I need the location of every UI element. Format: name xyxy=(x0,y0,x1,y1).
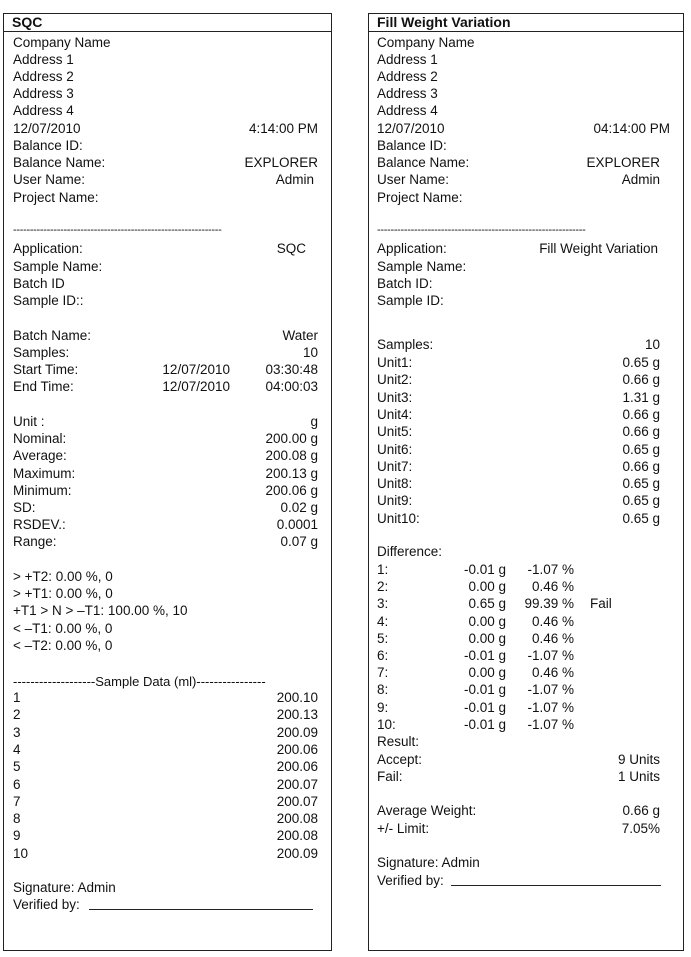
sample-value: 200.07 xyxy=(276,776,318,792)
batch-id-label: Batch ID xyxy=(13,276,65,291)
unit-value: 0.66 g xyxy=(622,458,660,474)
stat-label: Nominal: xyxy=(13,431,67,447)
difference-percent: 0.46 % xyxy=(531,613,574,629)
difference-index: 10: xyxy=(377,716,396,732)
address-line-3: Address 3 xyxy=(377,86,438,101)
start-date-value: 12/07/2010 xyxy=(162,362,230,377)
unit-label: Unit10: xyxy=(377,510,420,526)
samples-label: Samples: xyxy=(377,337,434,352)
stat-label: Range: xyxy=(13,534,57,550)
stat-value: 200.13 g xyxy=(265,465,318,481)
sample-index: 2 xyxy=(13,707,21,723)
difference-label: Difference: xyxy=(377,544,443,559)
sample-index: 9 xyxy=(13,828,21,844)
unit-value: 0.65 g xyxy=(622,355,660,370)
unit-value: 0.65 g xyxy=(622,476,660,492)
sqc-report-title: SQC xyxy=(4,14,331,32)
sample-value: 200.06 xyxy=(276,741,318,757)
sample-index: 10 xyxy=(13,845,29,861)
address-line-4: Address 4 xyxy=(377,103,438,118)
average-weight-label: Average Weight: xyxy=(377,803,477,818)
signature: Signature: Admin xyxy=(377,855,480,870)
sample-name-label: Sample Name: xyxy=(13,259,103,274)
difference-index: 9: xyxy=(377,699,389,715)
balance-name-value: EXPLORER xyxy=(586,155,660,170)
balance-id-label: Balance ID: xyxy=(377,138,447,153)
difference-index: 1: xyxy=(377,562,389,577)
company-name: Company Name xyxy=(13,35,111,50)
sample-value: 200.07 xyxy=(276,793,318,809)
fail-label: Fail: xyxy=(377,769,403,784)
stat-value: 0.0001 xyxy=(276,517,318,533)
sample-data-header: -------------------Sample Data (ml)---------------- xyxy=(13,674,266,689)
unit-label: Unit3: xyxy=(377,389,413,405)
difference-index: 2: xyxy=(377,579,389,595)
difference-percent: -1.07 % xyxy=(527,716,574,732)
samples-value: 10 xyxy=(644,337,660,352)
address-line-2: Address 2 xyxy=(13,69,74,84)
verified-by-signature-line xyxy=(451,885,661,886)
balance-name-label: Balance Name: xyxy=(13,155,106,170)
samples-label: Samples: xyxy=(13,345,70,360)
unit-value: 0.66 g xyxy=(622,372,660,388)
difference-percent: -1.07 % xyxy=(527,682,574,698)
sample-index: 8 xyxy=(13,811,21,827)
sample-index: 5 xyxy=(13,759,21,775)
sample-index: 6 xyxy=(13,776,21,792)
difference-fail-flag: Fail xyxy=(590,596,612,612)
accept-value: 9 Units xyxy=(617,752,660,767)
user-name-value: Admin xyxy=(621,172,660,187)
result-label: Result: xyxy=(377,734,420,749)
stat-value: 200.00 g xyxy=(265,431,318,447)
difference-index: 7: xyxy=(377,665,389,681)
balance-name-value: EXPLORER xyxy=(244,155,318,170)
separator-line: -------------------------------------------------------------- xyxy=(13,224,222,236)
report-time: 4:14:00 PM xyxy=(248,121,318,136)
unit-label: Unit2: xyxy=(377,372,413,388)
address-line-2: Address 2 xyxy=(377,69,438,84)
unit-label: Unit8: xyxy=(377,476,413,492)
difference-percent: 0.46 % xyxy=(531,665,574,681)
unit-label: Unit4: xyxy=(377,406,413,422)
application-label: Application: xyxy=(377,241,447,256)
unit-label: Unit1: xyxy=(377,355,413,370)
sample-value: 200.08 xyxy=(276,828,318,844)
samples-value: 10 xyxy=(302,345,318,360)
sample-value: 200.06 xyxy=(276,759,318,775)
stat-label: SD: xyxy=(13,500,36,515)
difference-grams: -0.01 g xyxy=(463,716,506,732)
user-name-label: User Name: xyxy=(13,172,86,187)
limit-value: 7.05% xyxy=(621,821,660,836)
difference-grams: 0.65 g xyxy=(468,596,506,612)
stat-value: 0.07 g xyxy=(280,534,318,550)
sample-index: 3 xyxy=(13,724,21,740)
difference-index: 5: xyxy=(377,630,389,646)
report-date: 12/07/2010 xyxy=(377,121,445,136)
tolerance-row: +T1 > N > –T1: 100.00 %, 10 xyxy=(13,603,188,619)
stat-label: RSDEV.: xyxy=(13,517,66,533)
user-name-value: Admin xyxy=(275,172,314,187)
tolerance-row: > +T1: 0.00 %, 0 xyxy=(13,586,113,602)
user-name-label: User Name: xyxy=(377,172,450,187)
stat-value: 200.08 g xyxy=(265,448,318,464)
unit-value: 0.66 g xyxy=(622,424,660,440)
end-time-value: 04:00:03 xyxy=(265,379,318,394)
report-time: 04:14:00 PM xyxy=(593,121,670,136)
sample-value: 200.13 xyxy=(276,707,318,723)
difference-percent: 0.46 % xyxy=(531,579,574,595)
difference-grams: -0.01 g xyxy=(463,648,506,663)
fwv-report-title: Fill Weight Variation xyxy=(369,14,683,32)
sample-index: 1 xyxy=(13,690,21,705)
stat-label: Unit : xyxy=(13,414,45,429)
unit-value: 0.65 g xyxy=(622,510,660,526)
difference-grams: 0.00 g xyxy=(468,613,506,629)
sample-value: 200.09 xyxy=(276,845,318,861)
unit-label: Unit6: xyxy=(377,441,413,457)
batch-name-label: Batch Name: xyxy=(13,328,92,343)
end-date-value: 12/07/2010 xyxy=(162,379,230,394)
stat-value: 200.06 g xyxy=(265,482,318,498)
sample-value: 200.08 xyxy=(276,811,318,827)
sample-value: 200.09 xyxy=(276,724,318,740)
verified-by-signature-line xyxy=(89,909,313,910)
report-date: 12/07/2010 xyxy=(13,121,81,136)
sample-index: 7 xyxy=(13,793,21,809)
signature: Signature: Admin xyxy=(13,880,116,895)
difference-index: 4: xyxy=(377,613,389,629)
sqc-report-panel xyxy=(3,13,332,951)
start-time-value: 03:30:48 xyxy=(265,362,318,377)
sample-index: 4 xyxy=(13,741,21,757)
stat-value: 0.02 g xyxy=(280,500,318,515)
sample-id-label: Sample ID: xyxy=(377,293,444,308)
balance-name-label: Balance Name: xyxy=(377,155,470,170)
sample-name-label: Sample Name: xyxy=(377,259,467,274)
difference-grams: 0.00 g xyxy=(468,579,506,595)
difference-percent: 99.39 % xyxy=(524,596,574,612)
difference-index: 8: xyxy=(377,682,389,698)
fail-value: 1 Units xyxy=(617,769,660,784)
unit-value: 0.65 g xyxy=(622,493,660,509)
address-line-1: Address 1 xyxy=(13,52,74,67)
difference-grams: -0.01 g xyxy=(463,699,506,715)
difference-percent: 0.46 % xyxy=(531,630,574,646)
separator-line: -------------------------------------------------------------- xyxy=(377,224,586,236)
difference-index: 6: xyxy=(377,648,389,663)
limit-label: +/- Limit: xyxy=(377,821,430,836)
unit-label: Unit9: xyxy=(377,493,413,509)
average-weight-value: 0.66 g xyxy=(622,803,660,818)
sample-id-label: Sample ID:: xyxy=(13,293,84,308)
start-time-label: Start Time: xyxy=(13,362,79,377)
unit-label: Unit5: xyxy=(377,424,413,440)
fill-weight-variation-panel xyxy=(368,13,684,951)
application-label: Application: xyxy=(13,241,83,256)
unit-value: 1.31 g xyxy=(622,389,660,405)
balance-id-label: Balance ID: xyxy=(13,138,83,153)
batch-name-value: Water xyxy=(282,328,318,343)
address-line-1: Address 1 xyxy=(377,52,438,67)
verified-by-label: Verified by: xyxy=(377,873,444,888)
end-time-label: End Time: xyxy=(13,379,74,394)
project-name-label: Project Name: xyxy=(377,190,463,205)
sample-value: 200.10 xyxy=(276,690,318,705)
difference-grams: -0.01 g xyxy=(463,562,506,577)
unit-value: 0.66 g xyxy=(622,406,660,422)
difference-percent: -1.07 % xyxy=(527,648,574,663)
difference-grams: 0.00 g xyxy=(468,630,506,646)
application-value: SQC xyxy=(276,241,306,256)
project-name-label: Project Name: xyxy=(13,190,99,205)
difference-percent: -1.07 % xyxy=(527,562,574,577)
verified-by-label: Verified by: xyxy=(13,897,80,912)
application-value: Fill Weight Variation xyxy=(539,241,658,256)
stat-label: Average: xyxy=(13,448,67,464)
stat-label: Maximum: xyxy=(13,465,76,481)
address-line-3: Address 3 xyxy=(13,86,74,101)
address-line-4: Address 4 xyxy=(13,103,74,118)
batch-id-label: Batch ID: xyxy=(377,276,433,291)
tolerance-row: < –T2: 0.00 %, 0 xyxy=(13,637,113,653)
stat-label: Minimum: xyxy=(13,482,72,498)
difference-grams: 0.00 g xyxy=(468,665,506,681)
tolerance-row: > +T2: 0.00 %, 0 xyxy=(13,569,113,584)
stat-value: g xyxy=(310,414,318,429)
unit-value: 0.65 g xyxy=(622,441,660,457)
tolerance-row: < –T1: 0.00 %, 0 xyxy=(13,620,113,636)
company-name: Company Name xyxy=(377,35,475,50)
unit-label: Unit7: xyxy=(377,458,413,474)
accept-label: Accept: xyxy=(377,752,423,767)
difference-percent: -1.07 % xyxy=(527,699,574,715)
difference-index: 3: xyxy=(377,596,389,612)
difference-grams: -0.01 g xyxy=(463,682,506,698)
